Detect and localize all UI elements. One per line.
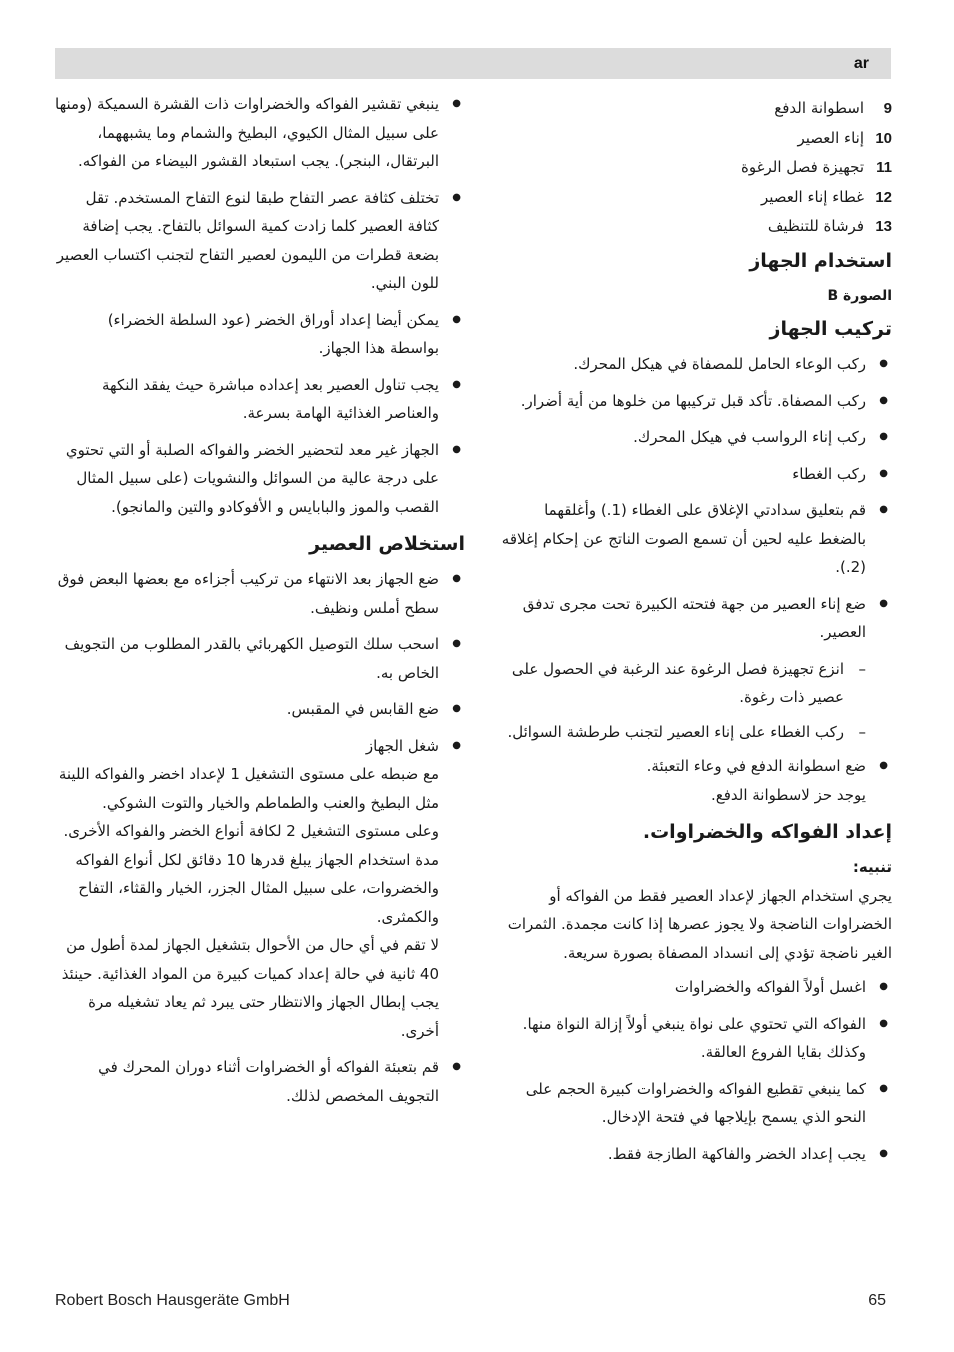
prep-item: ● اغسل أولاً الفواكه والخضراوات	[494, 973, 892, 1002]
tips-list	[55, 90, 465, 521]
prep-item: ● كما ينبغي تقطيع الفواكه والخضراوات كبيرة الحجم على النحو الذي يسمح بإيلاجها في فتحة الإدخال.	[494, 1075, 892, 1132]
assembly-item: ● ركب المصفاة. تأكد قبل تركيبها من خلوها من أية أضرار.	[494, 387, 892, 416]
operate-item	[55, 732, 465, 1046]
pusher-note: يوجد حز لاسطوانة الدفع.	[710, 785, 866, 804]
assembly-list	[494, 350, 892, 647]
assembly-heading: تركيب الجهاز	[769, 318, 892, 340]
dash-item: – انزع تجهيزة فصل الرغوة عند الرغبة في الحصول على عصير ذات رغوة.	[494, 655, 892, 712]
figure-reference: الصورة B	[827, 287, 892, 304]
part-item: 12غطاء إناء العصير	[760, 187, 892, 206]
assembly-item: ● ضع إناء العصير من جهة فتحته الكبيرة تحت مجرى تدفق العصير.	[494, 590, 892, 647]
dash-item: – ركب الغطاء على إناء العصير لتجنب طرطشة السوائل.	[494, 718, 892, 747]
operate-warning: لا تقم في أي حال من الأحوال بتشغيل الجهاز لمدة أطول من 40 ثانية في حالة إعداد كميات كبيرة من المواد الغذائية. حينئذ يجب إبطال الجهاز والانتظار حتى يبرد ثم يعاد تشغيله مرة أخرى.	[61, 936, 439, 1040]
tip-item: ● يجب تناول العصير بعد إعداده مباشرة حيث يفقد النكهة والعناصر الغذائية الهامة بسرعة.	[55, 371, 465, 428]
left-column	[55, 90, 465, 1118]
part-item: 13فرشاة للتنظيف	[767, 217, 892, 235]
language-header-bar	[55, 48, 891, 79]
assembly-item: ● قم بتعليق سدادتي الإغلاق على الغطاء (1.) وأغلقهما بالضغط عليه لحين أن تسمع الصوت الناتج عن إحكام إغلاقه (2.).	[494, 496, 892, 582]
extract-item: ● قم بتعبئة الفواكه أو الخضراوات أثناء دوران المحرك في التجويف المخصص لذلك.	[55, 1053, 465, 1110]
note-text: يجري استخدام الجهاز لإعداد العصير فقط من الفواكه أو الخضراوات الناضجة ولا يجوز عصرها إذا كانت مجمدة. الثمرات الغير ناضجة تؤدي إلى انسداد المصفاة بصورة سريعة.	[507, 886, 892, 962]
prep-heading: إعداد الفواكه والخضراوات.	[642, 821, 892, 843]
parts-list	[494, 94, 892, 242]
assembly-item: ● ركب الوعاء الحامل للمصفاة في هيكل المحرك.	[494, 350, 892, 379]
tip-item: ● تختلف كثافة عصر التفاح طبقا لنوع التفاح المستخدم. تقل كثافة العصير كلما زادت كمية السوائل بالتفاح. يجب إضافة بضعة قطرات من الليمون لعصير التفاح لتجنب اكتساب العصير للون البني.	[55, 184, 465, 298]
part-item: 11تجهيزة فصل الرغوة	[741, 158, 892, 176]
extract-item: ● ضع القابس في المقبس.	[55, 695, 465, 724]
extract-item: ● اسحب سلك التوصيل الكهربائي بالقدر المطلوب من التجويف الخاص به.	[55, 630, 465, 687]
part-item: 9اسطوانة الدفع	[774, 99, 892, 117]
page-number: 65	[868, 1292, 886, 1309]
operate-paragraph: وعلى مستوى التشغيل 2 لكافة أنواع الخضر والفواكه الأخرى.	[63, 822, 439, 840]
footer-company: Robert Bosch Hausgeräte GmbH	[55, 1292, 290, 1309]
usage-heading: استخدام الجهاز	[749, 249, 892, 272]
language-code: ar	[853, 55, 869, 72]
prep-list	[494, 973, 892, 1168]
pusher-list	[494, 752, 892, 781]
assembly-item: ● ركب إناء الرواسب في هيكل المحرك.	[494, 423, 892, 452]
extract-heading: استخلاص العصير	[309, 533, 465, 555]
part-item: 10إناء العصير	[797, 128, 892, 147]
tip-item: ● يمكن أيضا إعداد أوراق الخضر (عود السلطة الخضراء) بواسطة هذا الجهاز.	[55, 306, 465, 363]
operate-title: ● شغل الجهاز	[365, 736, 439, 755]
assembly-item: ● ركب الغطاء	[494, 460, 892, 489]
operate-paragraph: مع ضبطه على مستوى التشغيل 1 لإعداد اخضر والفواكه اللينة مثل البطيخ والعنب والطماطم والخيار والتوت الشوكي.	[58, 765, 439, 812]
note-title: تنبيه:	[852, 858, 892, 876]
operate-paragraph: مدة استخدام الجهاز يبلغ قدرها 10 دقائق لكل أنواع الفواكه والخضروات، على سبيل المثال الجزر، الخيار والقثاء، التفاح والكمثرى.	[75, 850, 439, 926]
extract-item: ● ضع الجهاز بعد الانتهاء من تركيب أجزاءه مع بعضها البعض فوق سطح أملس ونظيف.	[55, 565, 465, 622]
prep-item: ● يجب إعداد الخضر والفاكهة الطازجة فقط.	[494, 1140, 892, 1169]
right-column	[494, 94, 892, 1176]
extract-list	[55, 565, 465, 1110]
prep-item: ● الفواكه التي تحتوي على نواة ينبغي أولاً إزالة النواة منها. وكذلك بقايا الفروع العالقة.	[494, 1010, 892, 1067]
pusher-item: ● ضع اسطوانة الدفع في وعاء التعبئة.	[494, 752, 892, 781]
tip-item: ● الجهاز غير معد لتحضير الخضر والفواكه الصلبة أو التي تحتوي على درجة عالية من السوائل والنشويات (على سبيل المثال القصب والموز والبابايس و الأفوكادو والتين والمانجو).	[55, 436, 465, 522]
tip-item: ● ينبغي تقشير الفواكه والخضراوات ذات القشرة السميكة (ومنها على سبيل المثال الكيوي، البطيخ والشمام وما يشبههما، البرتقال، البنجر). يجب استبعاد القشور البيضاء من الفواكه.	[55, 90, 465, 176]
